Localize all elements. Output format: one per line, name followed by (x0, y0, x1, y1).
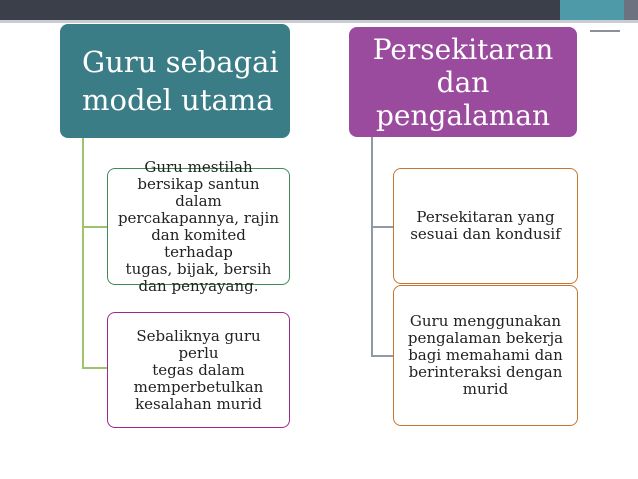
left-branch-1 (82, 226, 108, 228)
slide-top-accent (560, 0, 624, 20)
slide-top-bar (0, 0, 638, 20)
left-item-2-text: Sebaliknya guru perlu tegas dalam memperbetulkan kesalahan murid (133, 326, 264, 413)
right-heading-text: Persekitaran dan pengalaman (372, 32, 554, 132)
right-item-2 (393, 285, 578, 426)
right-branch-1 (371, 226, 394, 228)
right-item-1-text: Persekitaran yang sesuai dan kondusif (410, 208, 561, 243)
right-heading-box (349, 27, 577, 137)
right-item-1 (393, 168, 578, 284)
corner-rule (590, 30, 620, 32)
left-item-1 (107, 157, 290, 295)
left-heading-text: Guru sebagai model utama (82, 45, 279, 117)
left-item-2 (107, 312, 290, 428)
left-vertical-connector (82, 138, 84, 368)
left-item-1-text: Guru mestilah bersikap santun dalam percakapannya, rajin dan komited terhadap tugas, bijak, bersih dan penyayang. (117, 157, 280, 295)
slide-top-block (624, 0, 638, 20)
right-item-2-text: Guru menggunakan pengalaman bekerja bagi memahami dan berinteraksi dengan murid (407, 312, 564, 398)
right-vertical-connector (371, 137, 373, 357)
left-heading-box (60, 24, 290, 138)
left-branch-2 (82, 367, 108, 369)
slide-top-rule (0, 20, 638, 23)
right-branch-2 (371, 355, 394, 357)
